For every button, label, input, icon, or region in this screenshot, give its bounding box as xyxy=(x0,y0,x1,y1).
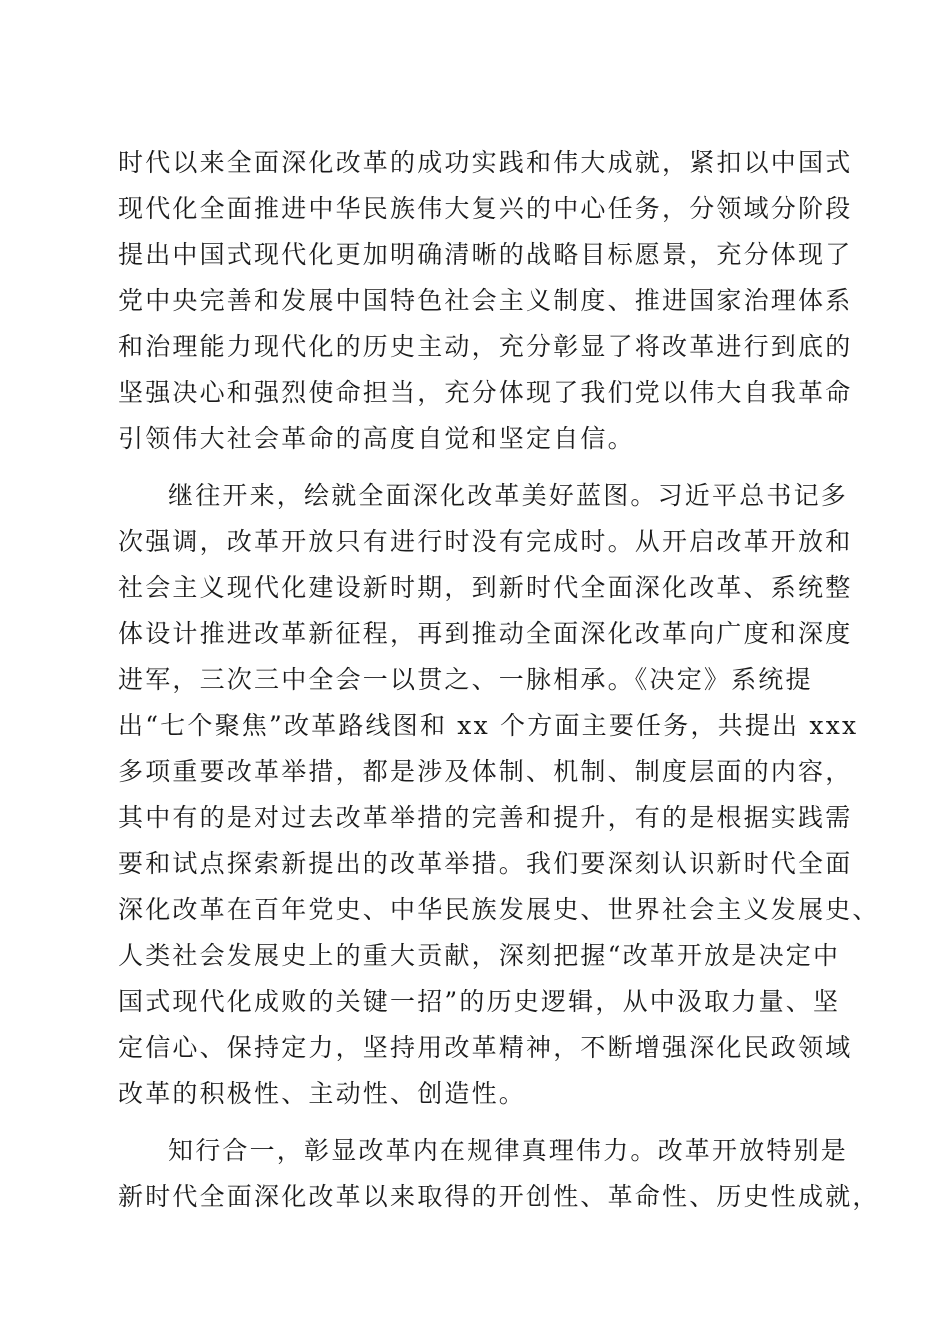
paragraph-2 xyxy=(118,473,880,1117)
text-line: 人类社会发展史上的重大贡献，深刻把握“改革开放是决定中 xyxy=(118,941,841,970)
text-line: 要和试点探索新提出的改革举措。我们要深刻认识新时代全面 xyxy=(118,849,853,878)
text-line: 引领伟大社会革命的高度自觉和坚定自信。 xyxy=(118,424,635,453)
paragraph-1 xyxy=(118,140,853,462)
text-line: 坚强决心和强烈使命担当，充分体现了我们党以伟大自我革命 xyxy=(118,378,853,407)
text-line: 体设计推进改革新征程，再到推动全面深化改革向广度和深度 xyxy=(118,619,853,648)
document-body xyxy=(118,140,880,1220)
text-line: 定信心、保持定力，坚持用改革精神，不断增强深化民政领域 xyxy=(118,1033,853,1062)
text-line: 深化改革在百年党史、中华民族发展史、世界社会主义发展史、 xyxy=(118,895,880,924)
text-line: 新时代全面深化改革以来取得的开创性、革命性、历史性成就， xyxy=(118,1182,880,1211)
text-line: 时代以来全面深化改革的成功实践和伟大成就，紧扣以中国式 xyxy=(118,148,853,177)
text-line: 次强调，改革开放只有进行时没有完成时。从开启改革开放和 xyxy=(118,527,853,556)
text-line: 国式现代化成败的关键一招”的历史逻辑，从中汲取力量、坚 xyxy=(118,987,841,1016)
text-line: 进军，三次三中全会一以贯之、一脉相承。《决定》系统提 xyxy=(118,665,813,694)
text-line-first: 继往开来，绘就全面深化改革美好蓝图。习近平总书记多 xyxy=(168,481,849,510)
text-line: 出“七个聚焦”改革路线图和 xx 个方面主要任务，共提出 xxx xyxy=(118,711,859,740)
text-line: 党中央完善和发展中国特色社会主义制度、推进国家治理体系 xyxy=(118,286,853,315)
text-line: 社会主义现代化建设新时期，到新时代全面深化改革、系统整 xyxy=(118,573,853,602)
text-line: 现代化全面推进中华民族伟大复兴的中心任务，分领域分阶段 xyxy=(118,194,853,223)
text-line-first: 知行合一，彰显改革内在规律真理伟力。改革开放特别是 xyxy=(168,1136,849,1165)
text-line: 多项重要改革举措，都是涉及体制、机制、制度层面的内容， xyxy=(118,757,853,786)
text-line: 改革的积极性、主动性、创造性。 xyxy=(118,1079,527,1108)
text-line: 提出中国式现代化更加明确清晰的战略目标愿景，充分体现了 xyxy=(118,240,853,269)
paragraph-3 xyxy=(118,1128,880,1220)
text-line: 其中有的是对过去改革举措的完善和提升，有的是根据实践需 xyxy=(118,803,853,832)
text-line: 和治理能力现代化的历史主动，充分彰显了将改革进行到底的 xyxy=(118,332,853,361)
paragraph-gap xyxy=(118,1117,830,1128)
paragraph-gap xyxy=(118,462,830,473)
